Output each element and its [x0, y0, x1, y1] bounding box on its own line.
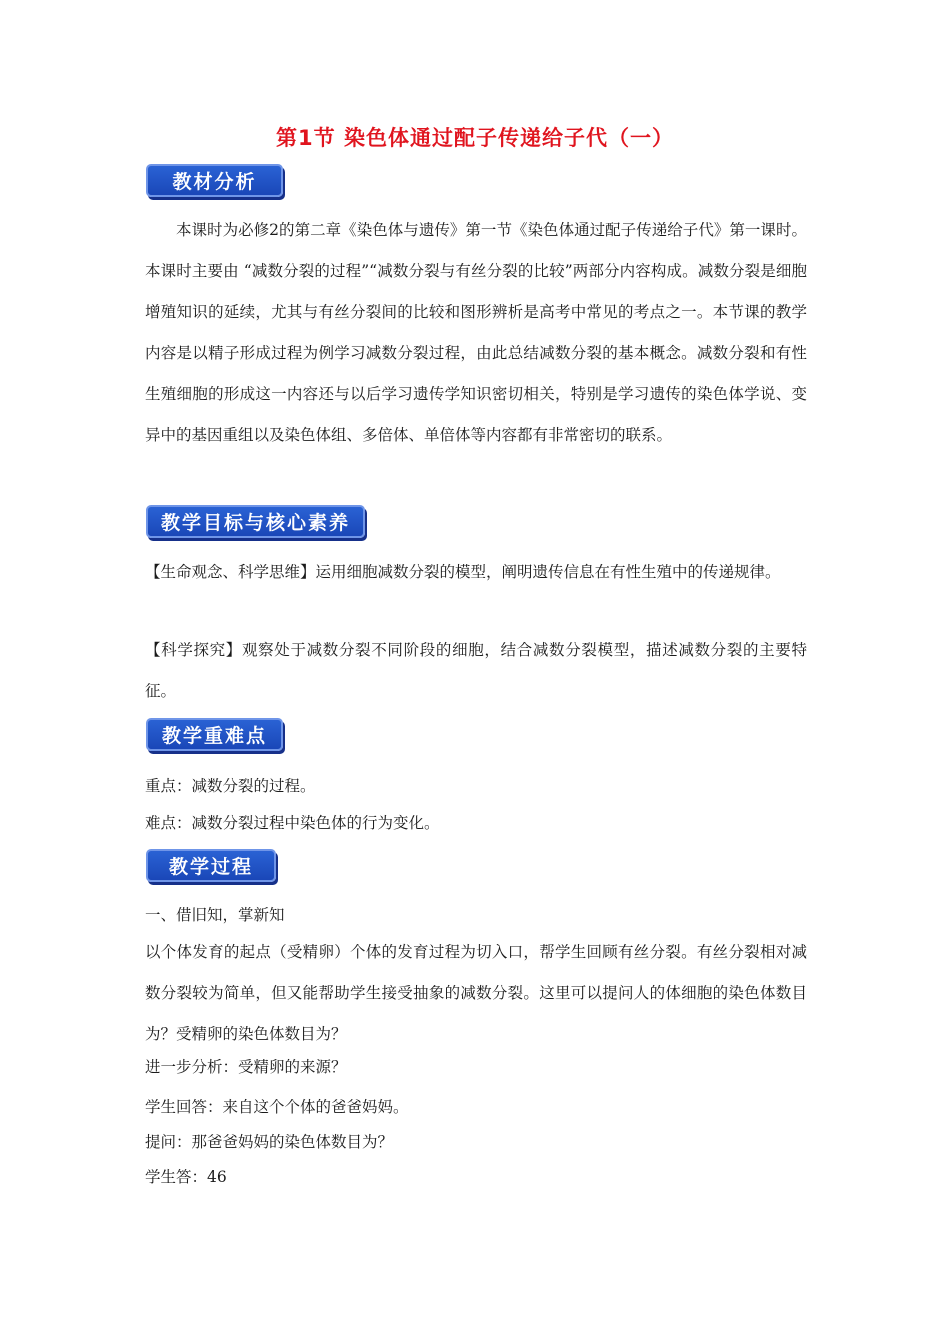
analysis-paragraph: 本课时为必修2的第二章《染色体与遗传》第一节《染色体通过配子传递给子代》第一课时。本课时主要由 “减数分裂的过程”“减数分裂与有丝分裂的比较”两部分内容构成。减数分裂是细胞增殖知识的延续，尤其与有丝分裂间的比较和图形辨析是高考中常见的考点之一。本节课的教学内容是以精子形成过程为例学习减数分裂过程，由此总结减数分裂的基本概念。减数分裂和有性生殖细胞的形成这一内容还与以后学习遗传学知识密切相关，特别是学习遗传的染色体学说、变异中的基因重组以及染色体组、多倍体、单倍体等内容都有非常密切的联系。 — [145, 221, 807, 444]
section-badge-goals: 教学目标与核心素养 — [146, 505, 365, 538]
section-badge-analysis: 教材分析 — [146, 164, 283, 197]
difficult-point: 难点：减数分裂过程中染色体的行为变化。 — [145, 814, 440, 832]
section-badge-process: 教学过程 — [146, 849, 276, 882]
goal-item-2: 【科学探究】观察处于减数分裂不同阶段的细胞，结合减数分裂模型，描述减数分裂的主要特征。 — [145, 641, 807, 700]
page-title: 第1节 染色体通过配子传递给子代（一） — [276, 126, 674, 150]
goal-item-1: 【生命观念、科学思维】运用细胞减数分裂的模型，阐明遗传信息在有性生殖中的传递规律。 — [145, 563, 781, 581]
section-badge-keypoints: 教学重难点 — [146, 718, 283, 751]
process-subheading: 一、借旧知，掌新知 — [145, 906, 285, 924]
answer-2: 学生答：46 — [145, 1168, 227, 1186]
question-2: 提问：那爸爸妈妈的染色体数目为？ — [145, 1133, 394, 1151]
answer-1: 学生回答：来自这个个体的爸爸妈妈。 — [145, 1098, 409, 1116]
question-1: 进一步分析：受精卵的来源？ — [145, 1058, 347, 1076]
process-intro-paragraph: 以个体发育的起点（受精卵）个体的发育过程为切入口，帮学生回顾有丝分裂。有丝分裂相对减数分裂较为简单，但又能帮助学生接受抽象的减数分裂。这里可以提问人的体细胞的染色体数目为？受精卵的染色体数目为？ — [145, 943, 807, 1043]
key-point: 重点：减数分裂的过程。 — [145, 777, 316, 795]
